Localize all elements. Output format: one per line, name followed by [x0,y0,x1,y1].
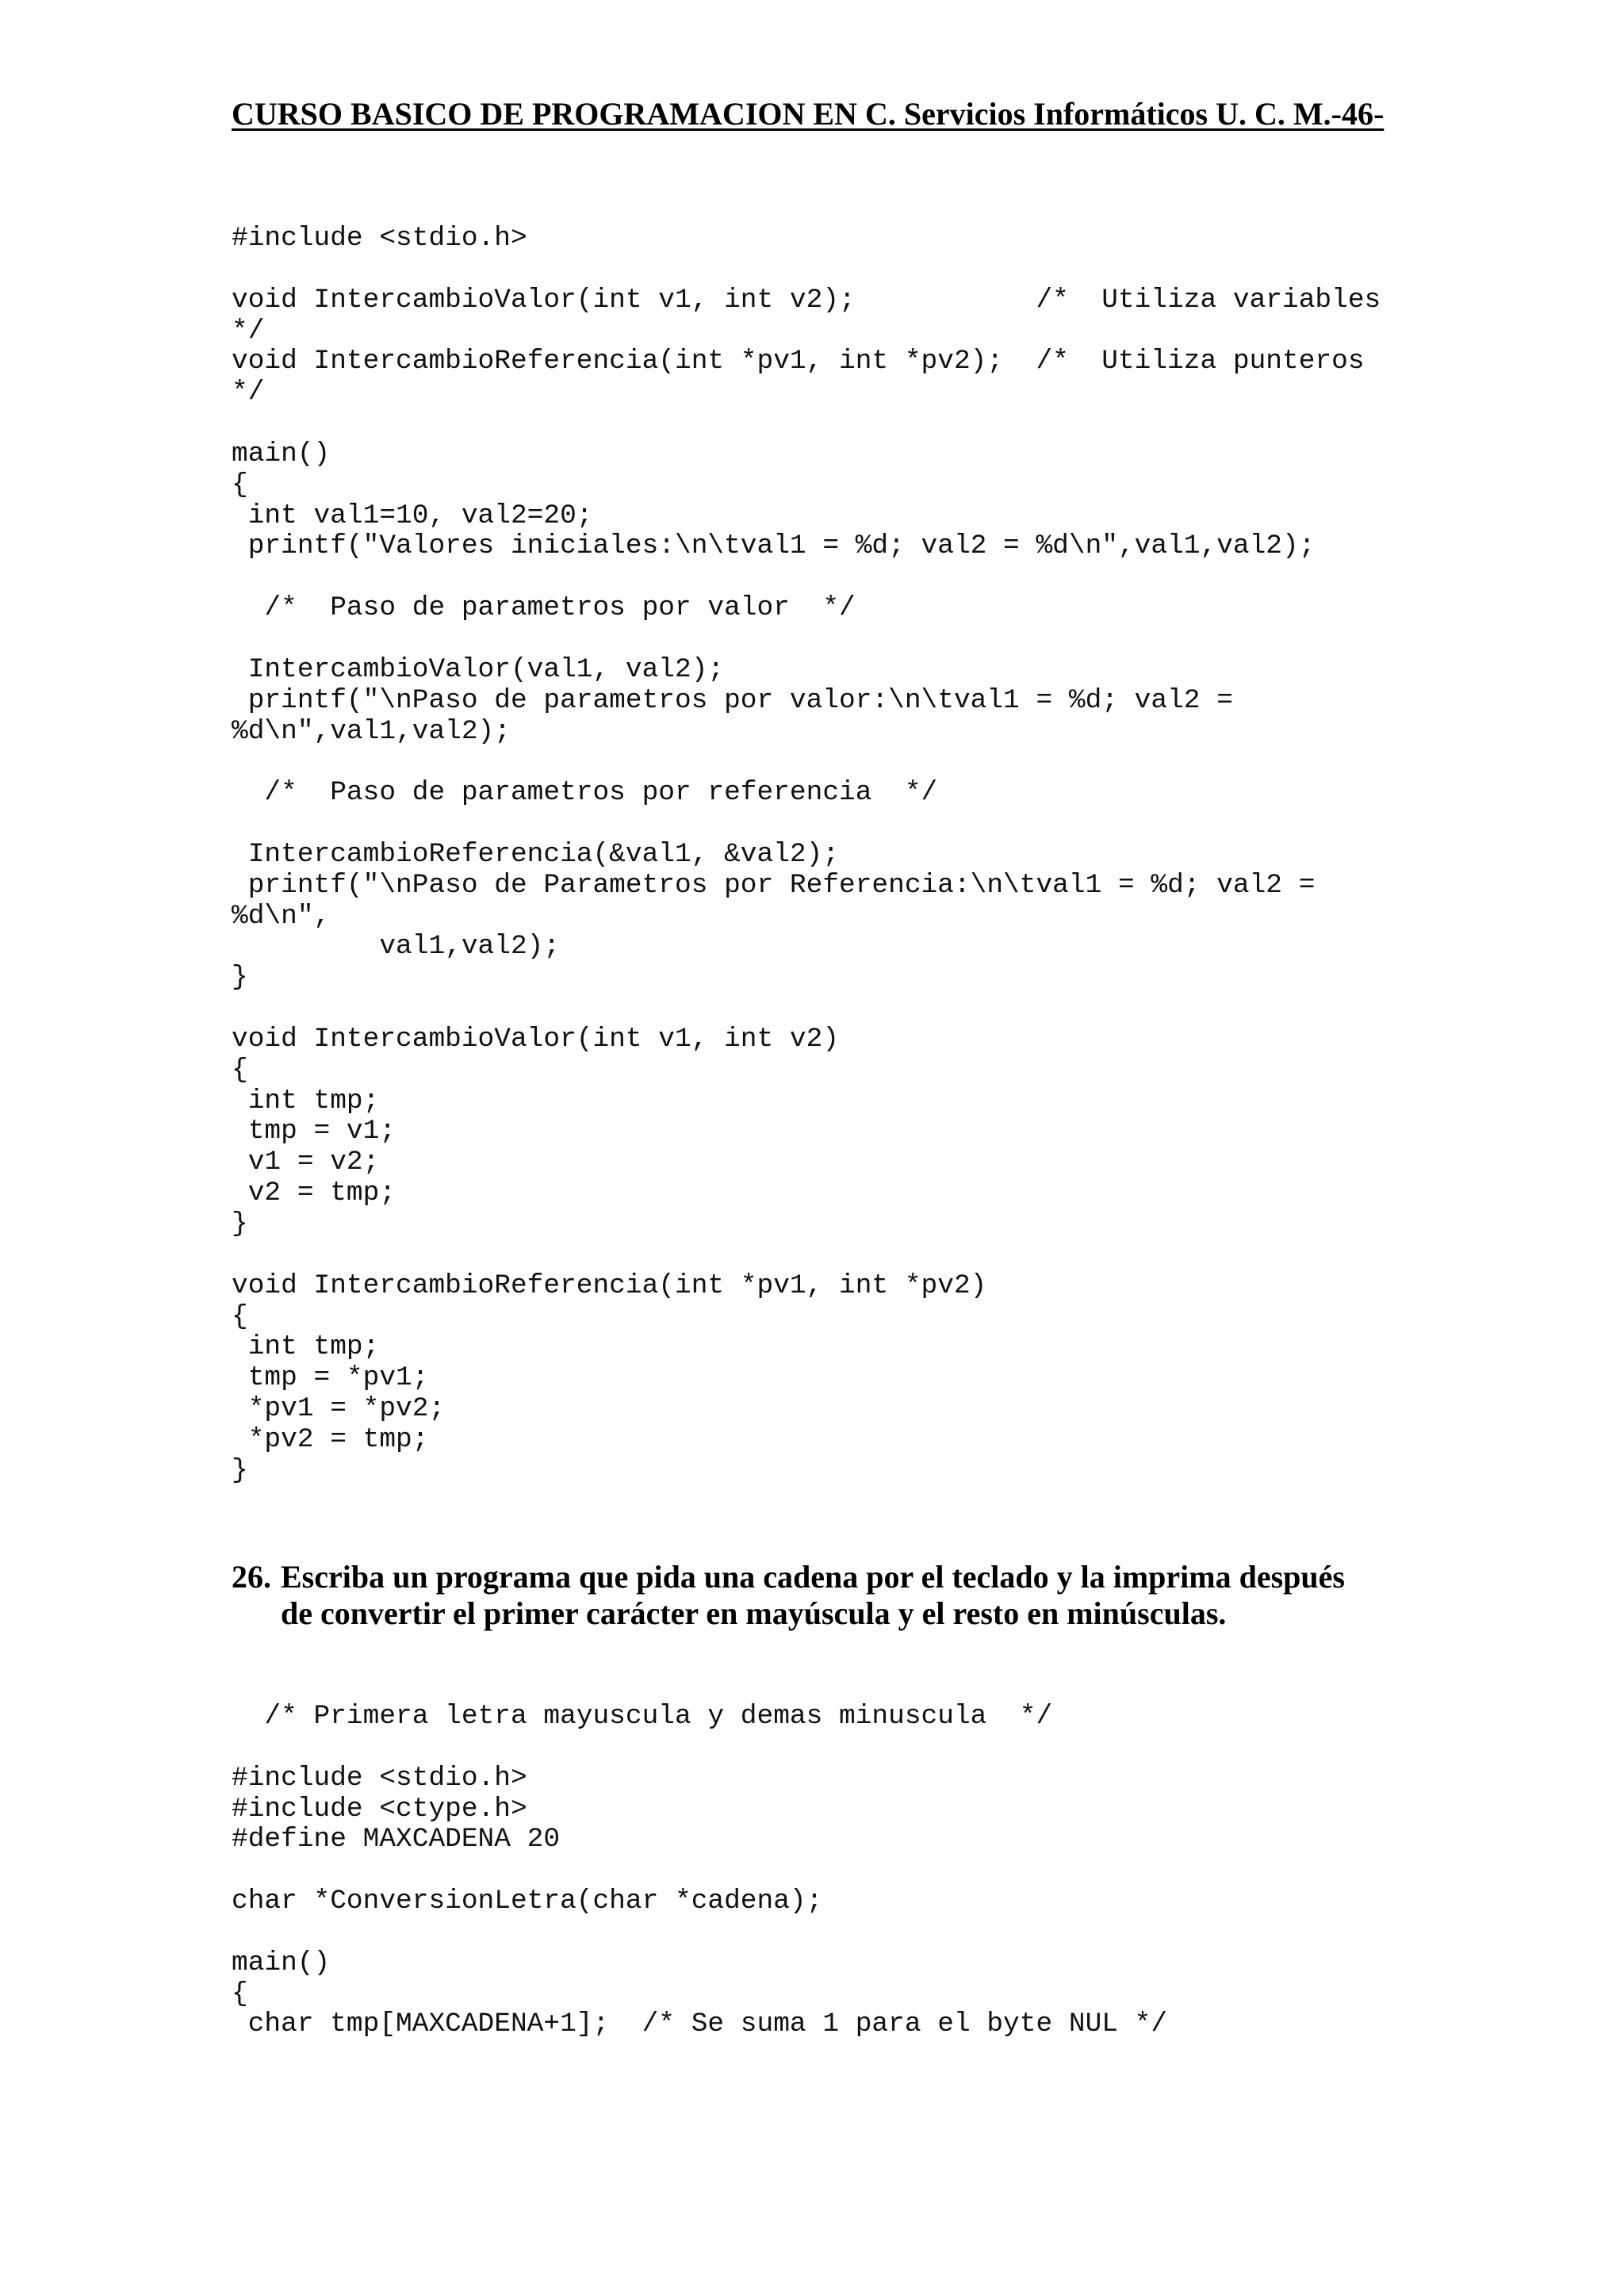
code-line: tmp = v1; [232,1116,396,1147]
code-line: #include <stdio.h> [232,223,527,254]
code-line: IntercambioReferencia(&val1, &val2); [232,838,840,870]
exercise-heading [232,1559,1421,1632]
code-line: int tmp; [232,1331,380,1363]
code-line [232,809,1381,840]
code-line: { [232,1054,248,1086]
code-line: %d\n",val1,val2); [232,715,511,747]
code-line: { [232,1300,248,1332]
code-line: /* Primera letra mayuscula y demas minuscula */ [232,1701,1053,1732]
code-line [232,1917,1167,1948]
code-line: IntercambioValor(val1, val2); [232,653,725,685]
code-line: void IntercambioValor(int v1, int v2) [232,1023,840,1055]
exercise-number: 26. [232,1559,271,1595]
exercise-text-line: de convertir el primer carácter en mayúscula y el resto en minúsculas. [281,1595,1227,1631]
code-line: printf("Valores iniciales:\n\tval1 = %d; val2 = %d\n",val1,val2); [232,530,1316,562]
code-line [232,562,1381,593]
code-line: v1 = v2; [232,1147,380,1178]
code-line: int val1=10, val2=20; [232,500,593,531]
code-block-intercambio [232,224,1381,1487]
code-line: } [232,1208,248,1239]
code-line [232,624,1381,655]
code-line: v2 = tmp; [232,1178,396,1209]
page-header [232,94,1421,135]
code-line: void IntercambioReferencia(int *pv1, int *pv2) [232,1270,987,1301]
code-line: char *ConversionLetra(char *cadena); [232,1886,823,1917]
code-line: /* Paso de parametros por referencia */ [232,777,938,809]
code-line: */ [232,377,265,408]
code-line: int tmp; [232,1085,380,1116]
code-line: #include <ctype.h> [232,1793,527,1825]
code-line [232,1733,1167,1764]
code-line: */ [232,315,265,347]
code-line: } [232,1454,248,1486]
code-line: printf("\nPaso de parametros por valor:\n\tval1 = %d; val2 = [232,684,1233,716]
code-line: { [232,1978,248,2009]
code-line [232,747,1381,778]
code-line: tmp = *pv1; [232,1362,429,1394]
code-line: { [232,469,248,500]
code-line: main() [232,438,331,469]
code-line: void IntercambioReferencia(int *pv1, int *pv2); /* Utiliza punteros [232,346,1365,377]
code-line: #define MAXCADENA 20 [232,1824,561,1855]
code-line: val1,val2); [232,931,561,963]
code-line [232,408,1381,439]
code-block-conversion [232,1702,1167,2040]
code-line: #include <stdio.h> [232,1762,527,1794]
code-line: *pv1 = *pv2; [232,1393,446,1425]
code-line: /* Paso de parametros por valor */ [232,592,856,624]
exercise-text-line: Escriba un programa que pida una cadena por el teclado y la imprima después [281,1559,1345,1595]
code-line [232,1855,1167,1886]
exercise-text [232,1559,1415,1632]
code-line: printf("\nPaso de Parametros por Referencia:\n\tval1 = %d; val2 = [232,869,1316,901]
code-line: } [232,962,248,994]
code-line: %d\n", [232,900,331,932]
header-title: CURSO BASICO DE PROGRAMACION EN C. Servicios Informáticos U. C. M.-46- [232,96,1385,132]
code-line [232,255,1381,285]
code-line: char tmp[MAXCADENA+1]; /* Se suma 1 para el byte NUL */ [232,2009,1168,2040]
code-line: main() [232,1947,331,1978]
code-line [232,1240,1381,1271]
code-line: void IntercambioValor(int v1, int v2); /* Utiliza variables [232,284,1381,316]
code-line: *pv2 = tmp; [232,1423,429,1455]
code-line [232,994,1381,1024]
